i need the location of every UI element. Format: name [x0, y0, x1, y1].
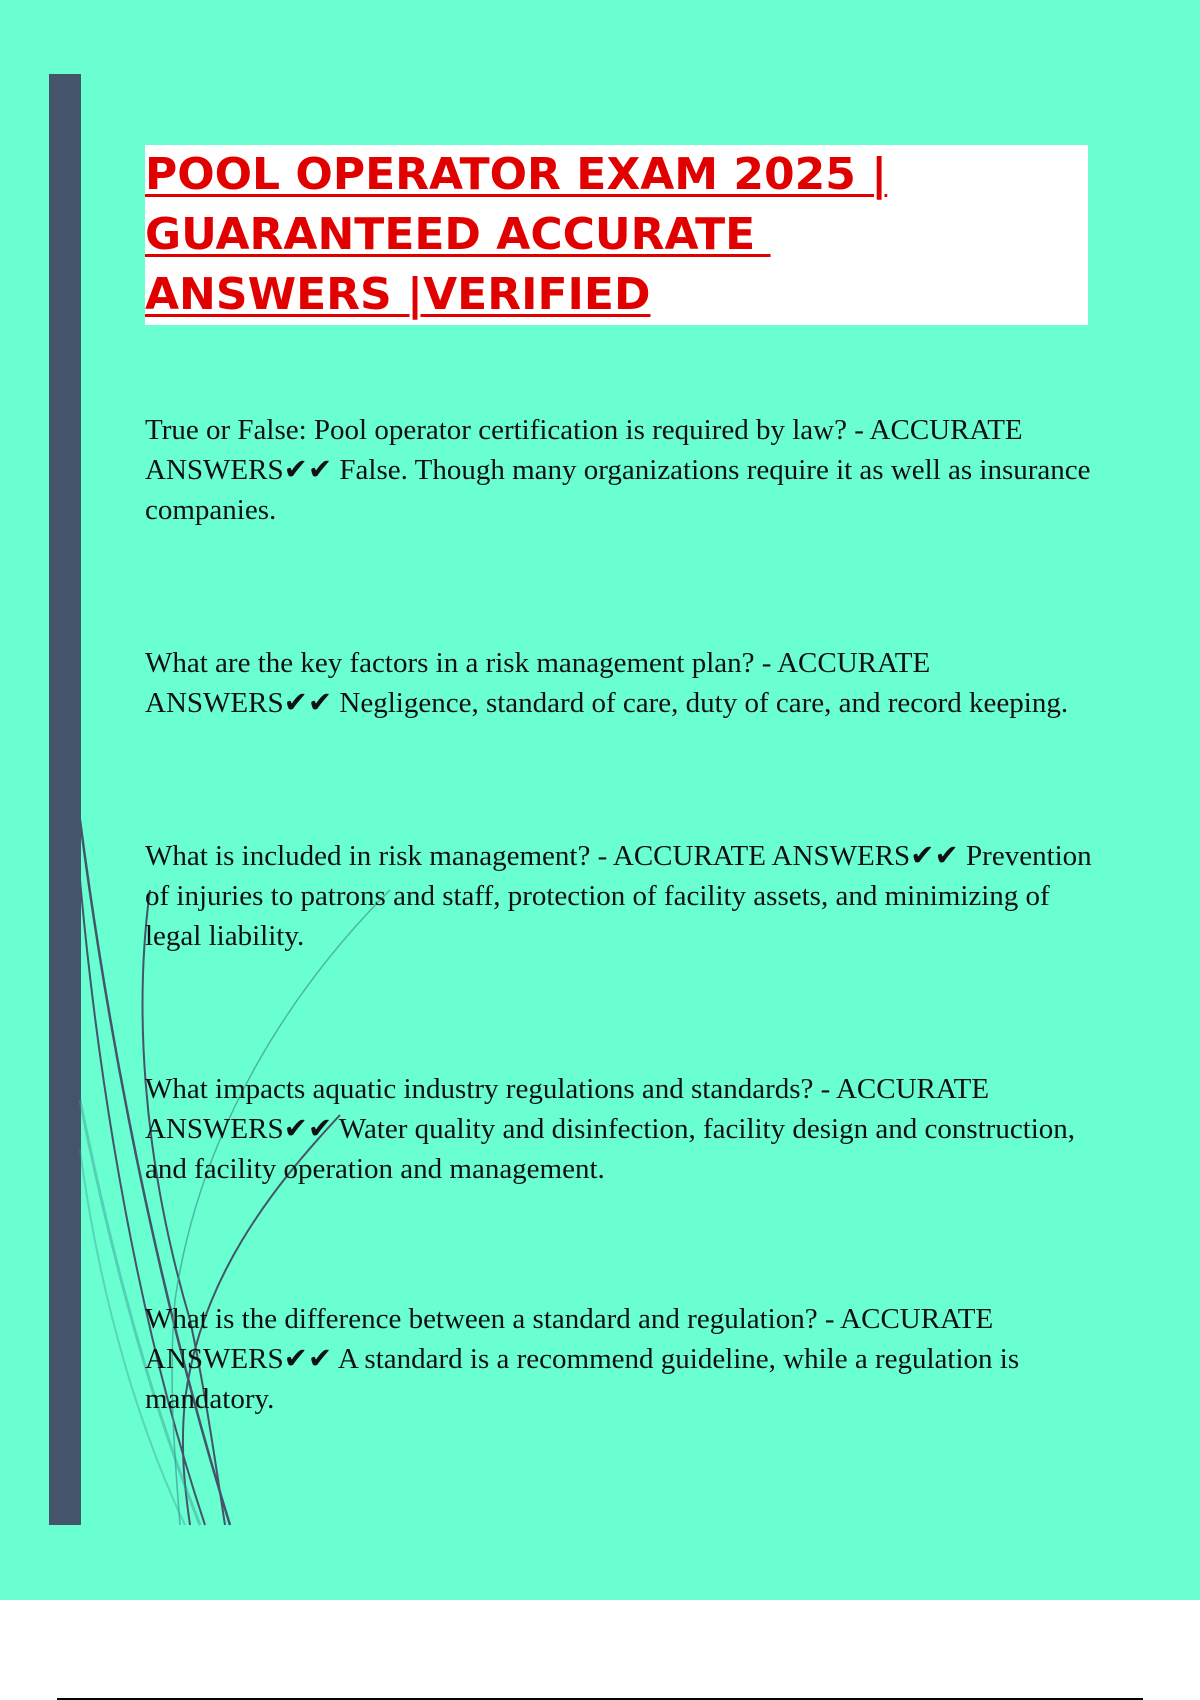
- qa-item: What impacts aquatic industry regulations and standards? - ACCURATE ANSWERS✔✔ Water quality and disinfection, facility design and construction, and facility operation and management.: [145, 1073, 1076, 1185]
- qa-item: True or False: Pool operator certification is required by law? - ACCURATE ANSWERS✔✔ False. Though many organizations require it as well as insurance companies.: [145, 414, 1091, 526]
- title-box: [145, 145, 1088, 325]
- sidebar-accent-bar: [49, 74, 81, 1525]
- qa-list: [145, 410, 1095, 1532]
- title-line-1: POOL OPERATOR EXAM 2025 |: [145, 149, 888, 200]
- qa-item: What is the difference between a standard and regulation? - ACCURATE ANSWERS✔✔ A standard is a recommend guideline, while a regulation is mandatory.: [145, 1303, 1020, 1415]
- title-line-3: ANSWERS |VERIFIED: [145, 269, 651, 320]
- qa-item: What are the key factors in a risk management plan? - ACCURATE ANSWERS✔✔ Negligence, standard of care, duty of care, and record keeping.: [145, 647, 1069, 719]
- qa-item: What is included in risk management? - ACCURATE ANSWERS✔✔ Prevention of injuries to patrons and staff, protection of facility assets, and minimizing of legal liability.: [145, 840, 1092, 952]
- title-line-2: GUARANTEED ACCURATE: [145, 209, 771, 260]
